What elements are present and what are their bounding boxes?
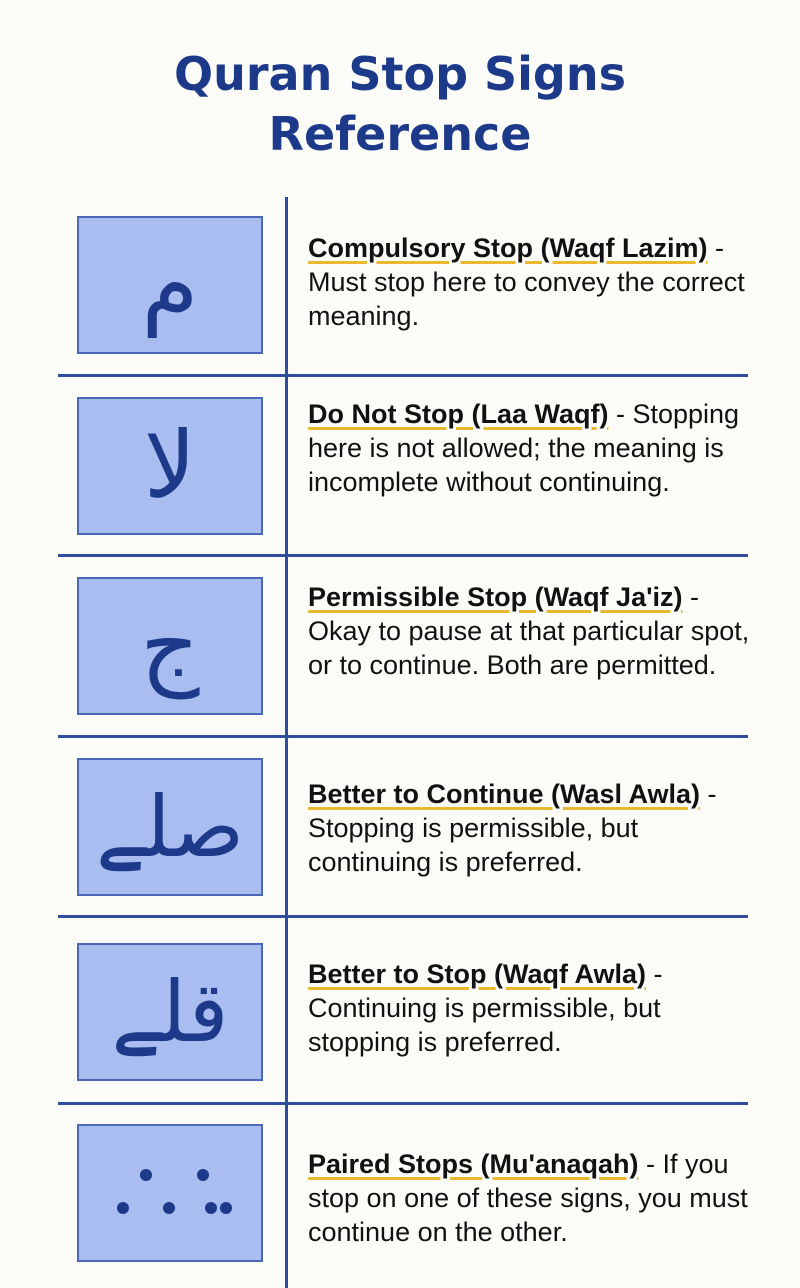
sign-tile-compulsory-stop	[77, 216, 263, 354]
title-line-1: Quran Stop Signs	[174, 47, 626, 101]
sign-tile-do-not-stop	[77, 397, 263, 535]
sign-tile-paired-stops	[77, 1124, 263, 1262]
sign-text: - Stopping is permissible, but continuing is preferred.	[308, 779, 717, 877]
row-divider	[58, 735, 748, 738]
sign-description	[308, 231, 768, 333]
sign-term: Compulsory Stop (Waqf Lazim)	[308, 233, 708, 263]
page-title	[0, 44, 800, 164]
sign-tile-permissible-stop	[77, 577, 263, 715]
sign-description	[308, 397, 768, 499]
sign-term: Paired Stops (Mu'anaqah)	[308, 1149, 639, 1179]
sign-tile-better-to-continue	[77, 758, 263, 896]
sign-description	[308, 957, 768, 1059]
sign-text: - Must stop here to convey the correct meaning.	[308, 233, 745, 331]
sign-term: Permissible Stop (Waqf Ja'iz)	[308, 582, 683, 612]
row-divider	[58, 915, 748, 918]
sign-tile-better-to-stop	[77, 943, 263, 1081]
sign-symbol: صلے	[95, 778, 245, 876]
sign-text: - Stopping here is not allowed; the meaning is incomplete without continuing.	[308, 399, 740, 497]
row-divider	[58, 374, 748, 377]
sign-term: Better to Continue (Wasl Awla)	[308, 779, 701, 809]
row-divider	[58, 1102, 748, 1105]
sign-term: Better to Stop (Waqf Awla)	[308, 959, 646, 989]
column-divider	[285, 197, 288, 1288]
sign-description	[308, 1147, 768, 1249]
row-divider	[58, 554, 748, 557]
sign-description	[308, 777, 768, 879]
sign-term: Do Not Stop (Laa Waqf)	[308, 399, 609, 429]
sign-symbol: لا	[143, 412, 197, 519]
sign-symbol: ج	[140, 592, 200, 699]
sign-description	[308, 580, 768, 682]
sign-text: - If you stop on one of these signs, you must continue on the other.	[308, 1149, 748, 1247]
sign-text: - Continuing is permissible, but stopping is preferred.	[308, 959, 663, 1057]
sign-symbol: م	[141, 231, 199, 338]
sign-text: - Okay to pause at that particular spot, or to continue. Both are permitted.	[308, 582, 750, 680]
three-dots-pair-icon	[95, 1158, 245, 1228]
title-line-2: Reference	[268, 107, 532, 161]
sign-symbol: قلے	[111, 963, 229, 1061]
